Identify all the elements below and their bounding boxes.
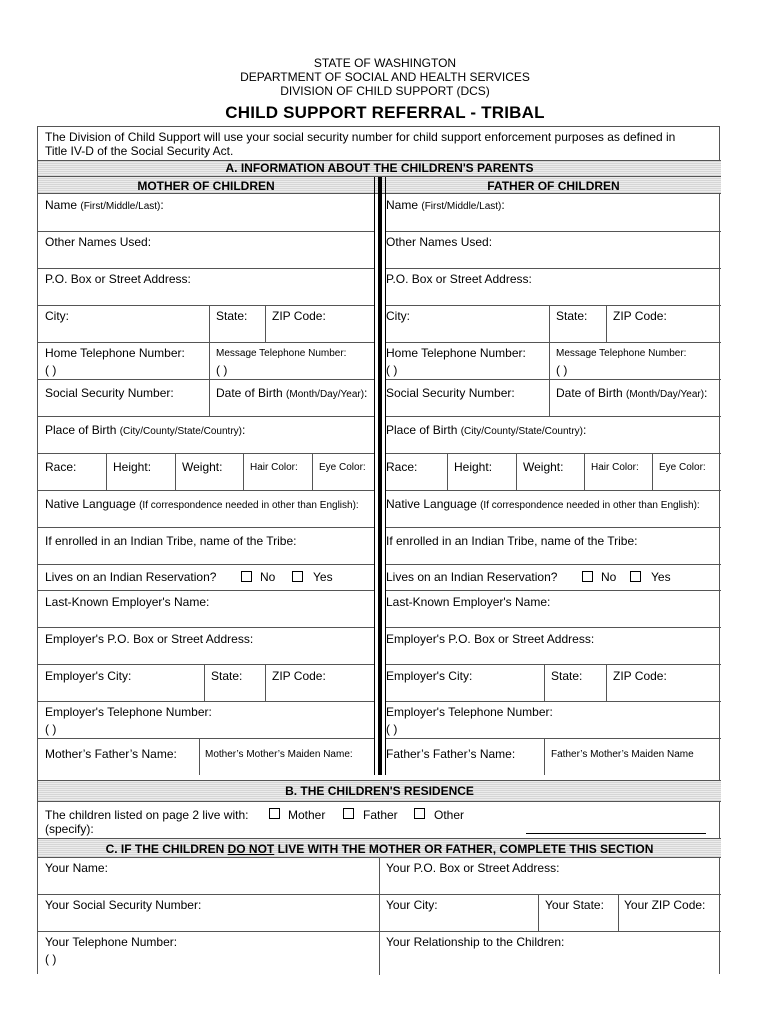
mother-state-label: State: (216, 309, 248, 323)
mother-header: MOTHER OF CHILDREN (137, 179, 275, 193)
father-emp-city-label: Employer's City: (386, 669, 473, 683)
mother-emp-phone-paren: ( ) (45, 722, 57, 736)
father-eye-label: Eye Color: (659, 462, 706, 473)
father-height-label: Height: (454, 460, 493, 474)
father-reservation-no-label: No (601, 570, 617, 584)
live-with-other-checkbox[interactable] (414, 808, 425, 819)
father-race-label: Race: (386, 460, 418, 474)
column-divider (374, 177, 386, 775)
father-dob-label: Date of Birth (Month/Day/Year): (556, 386, 708, 400)
live-with-father-label: Father (363, 808, 398, 822)
mother-city-label: City: (45, 309, 69, 323)
your-state-label: Your State: (545, 898, 604, 912)
father-other-names-label: Other Names Used: (386, 235, 493, 249)
father-header: FATHER OF CHILDREN (487, 179, 620, 193)
father-pob-label: Place of Birth (City/County/State/Country): (386, 423, 587, 437)
father-msg-phone-label: Message Telephone Number: (556, 348, 687, 359)
mother-emp-zip-label: ZIP Code: (272, 669, 326, 683)
mother-tribe-label: If enrolled in an Indian Tribe, name of the Tribe: (45, 534, 297, 548)
specify-line[interactable] (526, 833, 706, 834)
mother-race-label: Race: (45, 460, 77, 474)
your-zip-label: Your ZIP Code: (624, 898, 706, 912)
father-reservation-yes-label: Yes (651, 570, 671, 584)
header-division: DIVISION OF CHILD SUPPORT (DCS) (280, 84, 490, 98)
father-address-label: P.O. Box or Street Address: (386, 272, 532, 286)
father-tribe-label: If enrolled in an Indian Tribe, name of the Tribe: (386, 534, 638, 548)
father-city-label: City: (386, 309, 410, 323)
section-c-title: C. IF THE CHILDREN DO NOT LIVE WITH THE MOTHER OR FATHER, COMPLETE THIS SECTION (105, 842, 654, 856)
father-emp-state-label: State: (551, 669, 583, 683)
header-state: STATE OF WASHINGTON (313, 56, 457, 70)
your-address-label: Your P.O. Box or Street Address: (386, 861, 560, 875)
mother-height-label: Height: (113, 460, 152, 474)
mother-hair-label: Hair Color: (250, 462, 298, 473)
live-with-mother-checkbox[interactable] (269, 808, 280, 819)
header-department: DEPARTMENT OF SOCIAL AND HEALTH SERVICES (240, 70, 530, 84)
mother-emp-city-label: Employer's City: (45, 669, 132, 683)
mother-home-phone-paren: ( ) (45, 363, 57, 377)
your-relationship-label: Your Relationship to the Children: (386, 935, 565, 949)
father-msg-phone-paren: ( ) (556, 363, 568, 377)
live-with-other-label: Other (434, 808, 465, 822)
mother-dob-label: Date of Birth (Month/Day/Year): (216, 386, 368, 400)
specify-label: (specify): (45, 822, 94, 836)
referral-form (37, 126, 720, 974)
mother-other-names-label: Other Names Used: (45, 235, 152, 249)
your-city-label: Your City: (386, 898, 438, 912)
mother-reservation-label: Lives on an Indian Reservation? (45, 570, 217, 584)
mother-emp-phone-label: Employer's Telephone Number: (45, 705, 212, 719)
father-reservation-label: Lives on an Indian Reservation? (386, 570, 558, 584)
intro-text: The Division of Child Support will use your social security number for child support enforcement purposes as defined in (45, 130, 676, 144)
live-with-mother-label: Mother (288, 808, 326, 822)
mother-reservation-no-label: No (260, 570, 276, 584)
mother-emp-address-label: Employer's P.O. Box or Street Address: (45, 632, 254, 646)
form-title: CHILD SUPPORT REFERRAL - TRIBAL (225, 103, 545, 122)
mother-name-label: Name (First/Middle/Last): (45, 198, 164, 212)
father-emp-address-label: Employer's P.O. Box or Street Address: (386, 632, 595, 646)
mother-eye-label: Eye Color: (319, 462, 366, 473)
father-hair-label: Hair Color: (591, 462, 639, 473)
father-language-label: Native Language (If correspondence needed in other than English): (386, 497, 700, 511)
father-reservation-yes-checkbox[interactable] (630, 571, 641, 582)
mother-reservation-no-checkbox[interactable] (241, 571, 252, 582)
mother-ssn-label: Social Security Number: (45, 386, 174, 400)
your-phone-paren: ( ) (45, 952, 57, 966)
mother-language-label: Native Language (If correspondence needed in other than English): (45, 497, 359, 511)
mother-home-phone-label: Home Telephone Number: (45, 346, 185, 360)
father-ssn-label: Social Security Number: (386, 386, 515, 400)
intro-text-2: Title IV-D of the Social Security Act. (45, 144, 234, 158)
mother-weight-label: Weight: (182, 460, 223, 474)
mother-msg-phone-paren: ( ) (216, 363, 228, 377)
father-employer-label: Last-Known Employer's Name: (386, 595, 551, 609)
father-zip-label: ZIP Code: (613, 309, 667, 323)
mother-zip-label: ZIP Code: (272, 309, 326, 323)
fathers-mother-maiden-label: Father’s Mother’s Maiden Name (551, 749, 694, 760)
your-name-label: Your Name: (45, 861, 108, 875)
mother-emp-state-label: State: (211, 669, 243, 683)
mother-employer-label: Last-Known Employer's Name: (45, 595, 210, 609)
father-home-phone-label: Home Telephone Number: (386, 346, 526, 360)
mothers-mother-maiden-label: Mother’s Mother’s Maiden Name: (205, 749, 353, 760)
mothers-father-name-label: Mother’s Father’s Name: (45, 747, 177, 761)
father-name-label: Name (First/Middle/Last): (386, 198, 505, 212)
father-emp-phone-paren: ( ) (386, 722, 398, 736)
fathers-father-name-label: Father’s Father’s Name: (386, 747, 516, 761)
your-phone-label: Your Telephone Number: (45, 935, 178, 949)
your-ssn-label: Your Social Security Number: (45, 898, 202, 912)
father-reservation-no-checkbox[interactable] (582, 571, 593, 582)
mother-pob-label: Place of Birth (City/County/State/Country): (45, 423, 246, 437)
father-emp-phone-label: Employer's Telephone Number: (386, 705, 553, 719)
mother-address-label: P.O. Box or Street Address: (45, 272, 191, 286)
mother-reservation-yes-checkbox[interactable] (292, 571, 303, 582)
father-emp-zip-label: ZIP Code: (613, 669, 667, 683)
mother-reservation-yes-label: Yes (313, 570, 333, 584)
father-weight-label: Weight: (523, 460, 564, 474)
father-state-label: State: (556, 309, 588, 323)
father-home-phone-paren: ( ) (386, 363, 398, 377)
live-with-label: The children listed on page 2 live with: (45, 808, 249, 822)
live-with-father-checkbox[interactable] (343, 808, 354, 819)
mother-msg-phone-label: Message Telephone Number: (216, 348, 347, 359)
section-b-title: B. THE CHILDREN'S RESIDENCE (285, 784, 474, 798)
section-a-title: A. INFORMATION ABOUT THE CHILDREN'S PARENTS (225, 161, 534, 175)
